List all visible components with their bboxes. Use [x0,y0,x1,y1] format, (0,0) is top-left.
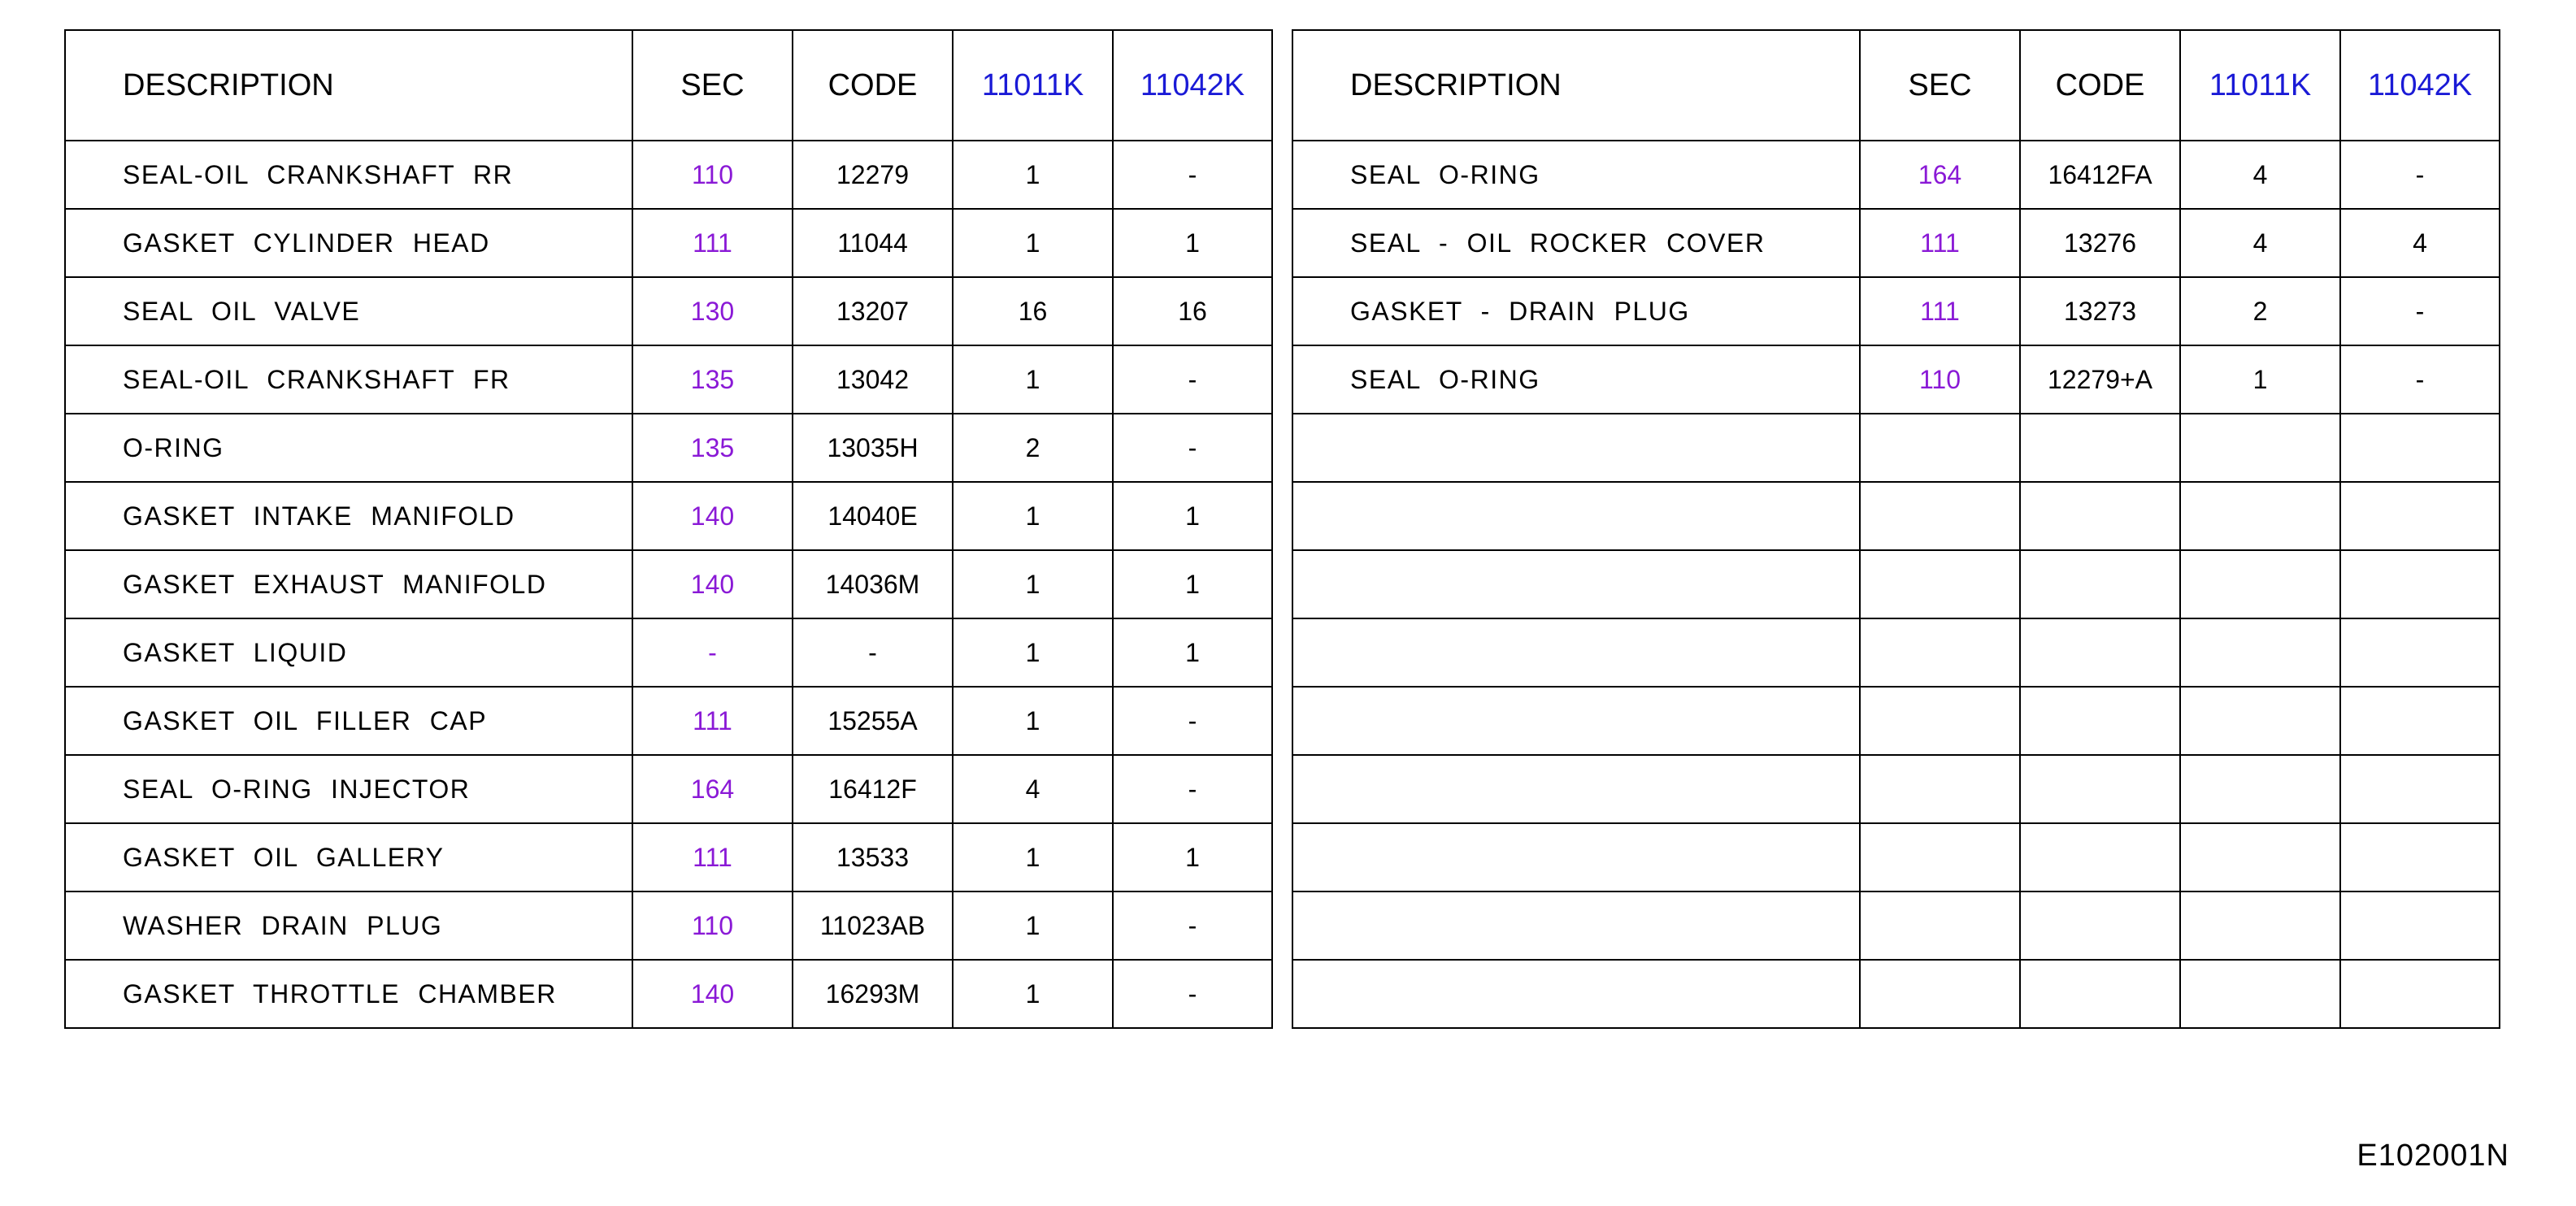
header-model-11042k: 11042K [1113,30,1272,141]
header-row [65,30,1272,141]
cell-sec: 164 [1860,141,2020,209]
cell-qty-11011k [2180,891,2340,960]
cell-qty-11011k: 1 [953,823,1113,891]
cell-code: 13533 [793,823,953,891]
cell-description: GASKET INTAKE MANIFOLD [65,482,632,550]
cell-sec [1860,891,2020,960]
cell-qty-11011k [2180,550,2340,618]
header-model-11011k: 11011K [953,30,1113,141]
cell-description [1292,687,1860,755]
cell-description: GASKET - DRAIN PLUG [1292,277,1860,345]
cell-code [2020,550,2180,618]
cell-qty-11042k [2340,550,2500,618]
cell-description: SEAL-OIL CRANKSHAFT RR [65,141,632,209]
cell-description [1292,960,1860,1028]
table-row [65,209,1272,277]
cell-code [2020,891,2180,960]
cell-description: SEAL O-RING [1292,141,1860,209]
table-row [1292,823,2500,891]
cell-code: - [793,618,953,687]
cell-sec: 111 [632,823,793,891]
cell-qty-11011k: 1 [953,891,1113,960]
cell-qty-11042k [2340,891,2500,960]
cell-code: 12279 [793,141,953,209]
cell-qty-11011k [2180,823,2340,891]
cell-code [2020,960,2180,1028]
cell-qty-11042k: 1 [1113,550,1272,618]
cell-description: SEAL O-RING INJECTOR [65,755,632,823]
cell-qty-11042k: - [2340,141,2500,209]
cell-qty-11011k: 1 [953,345,1113,414]
cell-sec: - [632,618,793,687]
cell-code: 13207 [793,277,953,345]
header-model-11042k: 11042K [2340,30,2500,141]
figure-code: E102001N [2357,1139,2509,1173]
cell-sec: 140 [632,550,793,618]
cell-qty-11042k: - [1113,345,1272,414]
cell-qty-11042k: 1 [1113,209,1272,277]
cell-sec: 135 [632,414,793,482]
table-row [1292,755,2500,823]
cell-sec [1860,550,2020,618]
cell-qty-11042k [2340,960,2500,1028]
cell-qty-11042k: - [1113,891,1272,960]
cell-qty-11011k: 4 [2180,141,2340,209]
cell-sec [1860,823,2020,891]
cell-qty-11011k [2180,755,2340,823]
cell-sec: 110 [1860,345,2020,414]
cell-sec [1860,687,2020,755]
table-row [1292,687,2500,755]
header-description: DESCRIPTION [65,30,632,141]
cell-description: SEAL O-RING [1292,345,1860,414]
cell-qty-11042k: - [1113,960,1272,1028]
cell-description: GASKET OIL FILLER CAP [65,687,632,755]
table-row [65,755,1272,823]
cell-sec: 135 [632,345,793,414]
cell-code: 15255A [793,687,953,755]
table-row [65,141,1272,209]
cell-code: 13035H [793,414,953,482]
cell-qty-11042k: 4 [2340,209,2500,277]
cell-qty-11011k: 4 [2180,209,2340,277]
cell-description: O-RING [65,414,632,482]
parts-table-left [64,29,1273,1029]
cell-sec [1860,755,2020,823]
cell-description: SEAL-OIL CRANKSHAFT FR [65,345,632,414]
table-body [65,141,1272,1028]
header-sec: SEC [632,30,793,141]
parts-table-right [1292,29,2500,1029]
cell-qty-11011k: 1 [953,482,1113,550]
cell-qty-11011k: 2 [953,414,1113,482]
cell-qty-11042k [2340,618,2500,687]
table-row [1292,345,2500,414]
cell-description [1292,618,1860,687]
cell-qty-11011k: 2 [2180,277,2340,345]
table-row [1292,141,2500,209]
cell-code [2020,618,2180,687]
table-row [1292,482,2500,550]
cell-qty-11042k: - [1113,755,1272,823]
cell-sec: 111 [1860,277,2020,345]
cell-sec: 130 [632,277,793,345]
cell-description [1292,891,1860,960]
table-row [65,891,1272,960]
cell-qty-11042k [2340,755,2500,823]
table-row [65,687,1272,755]
cell-qty-11011k: 1 [953,687,1113,755]
cell-code: 14040E [793,482,953,550]
cell-code: 13273 [2020,277,2180,345]
header-sec: SEC [1860,30,2020,141]
cell-qty-11011k [2180,687,2340,755]
header-model-11011k: 11011K [2180,30,2340,141]
cell-qty-11011k [2180,414,2340,482]
cell-qty-11011k [2180,482,2340,550]
cell-description [1292,414,1860,482]
table-row [1292,414,2500,482]
table-row [1292,550,2500,618]
cell-description [1292,823,1860,891]
cell-sec [1860,414,2020,482]
cell-qty-11011k: 4 [953,755,1113,823]
cell-code [2020,755,2180,823]
cell-sec [1860,618,2020,687]
cell-qty-11042k: - [1113,687,1272,755]
table-header [1292,30,2500,141]
cell-code [2020,482,2180,550]
cell-qty-11042k [2340,823,2500,891]
cell-qty-11042k [2340,414,2500,482]
cell-code: 13276 [2020,209,2180,277]
cell-qty-11011k: 1 [953,141,1113,209]
header-code: CODE [2020,30,2180,141]
table-row [65,482,1272,550]
cell-qty-11011k: 16 [953,277,1113,345]
table-header [65,30,1272,141]
cell-code: 14036M [793,550,953,618]
cell-qty-11011k: 1 [2180,345,2340,414]
cell-sec: 110 [632,891,793,960]
cell-code: 11023AB [793,891,953,960]
header-description: DESCRIPTION [1292,30,1860,141]
cell-sec: 140 [632,482,793,550]
cell-sec [1860,482,2020,550]
table-row [65,550,1272,618]
cell-description [1292,755,1860,823]
cell-description: GASKET LIQUID [65,618,632,687]
cell-description: GASKET CYLINDER HEAD [65,209,632,277]
cell-description: SEAL OIL VALVE [65,277,632,345]
cell-qty-11011k [2180,960,2340,1028]
cell-qty-11011k [2180,618,2340,687]
cell-description: GASKET EXHAUST MANIFOLD [65,550,632,618]
cell-description: WASHER DRAIN PLUG [65,891,632,960]
table-row [65,823,1272,891]
table-row [65,960,1272,1028]
table-row [65,345,1272,414]
cell-description: GASKET THROTTLE CHAMBER [65,960,632,1028]
cell-sec: 110 [632,141,793,209]
cell-code [2020,414,2180,482]
cell-qty-11042k: - [2340,277,2500,345]
cell-description: SEAL - OIL ROCKER COVER [1292,209,1860,277]
cell-qty-11042k: - [2340,345,2500,414]
cell-sec: 111 [632,209,793,277]
header-row [1292,30,2500,141]
cell-qty-11042k: - [1113,414,1272,482]
table-row [1292,891,2500,960]
table-body [1292,141,2500,1028]
cell-code: 11044 [793,209,953,277]
cell-qty-11011k: 1 [953,209,1113,277]
cell-qty-11011k: 1 [953,960,1113,1028]
table-row [65,618,1272,687]
table-row [65,277,1272,345]
cell-code: 16293M [793,960,953,1028]
cell-sec: 111 [632,687,793,755]
table-row [65,414,1272,482]
cell-code: 16412F [793,755,953,823]
cell-sec [1860,960,2020,1028]
cell-sec: 140 [632,960,793,1028]
cell-code: 16412FA [2020,141,2180,209]
table-row [1292,618,2500,687]
cell-description: GASKET OIL GALLERY [65,823,632,891]
cell-qty-11042k [2340,482,2500,550]
cell-qty-11042k: 1 [1113,823,1272,891]
cell-code [2020,823,2180,891]
cell-qty-11011k: 1 [953,618,1113,687]
cell-qty-11011k: 1 [953,550,1113,618]
cell-description [1292,550,1860,618]
cell-code: 12279+A [2020,345,2180,414]
cell-qty-11042k: 1 [1113,618,1272,687]
cell-qty-11042k: - [1113,141,1272,209]
table-row [1292,209,2500,277]
cell-qty-11042k [2340,687,2500,755]
cell-code [2020,687,2180,755]
cell-sec: 164 [632,755,793,823]
table-row [1292,960,2500,1028]
cell-code: 13042 [793,345,953,414]
cell-qty-11042k: 1 [1113,482,1272,550]
cell-qty-11042k: 16 [1113,277,1272,345]
table-row [1292,277,2500,345]
header-code: CODE [793,30,953,141]
cell-sec: 111 [1860,209,2020,277]
cell-description [1292,482,1860,550]
